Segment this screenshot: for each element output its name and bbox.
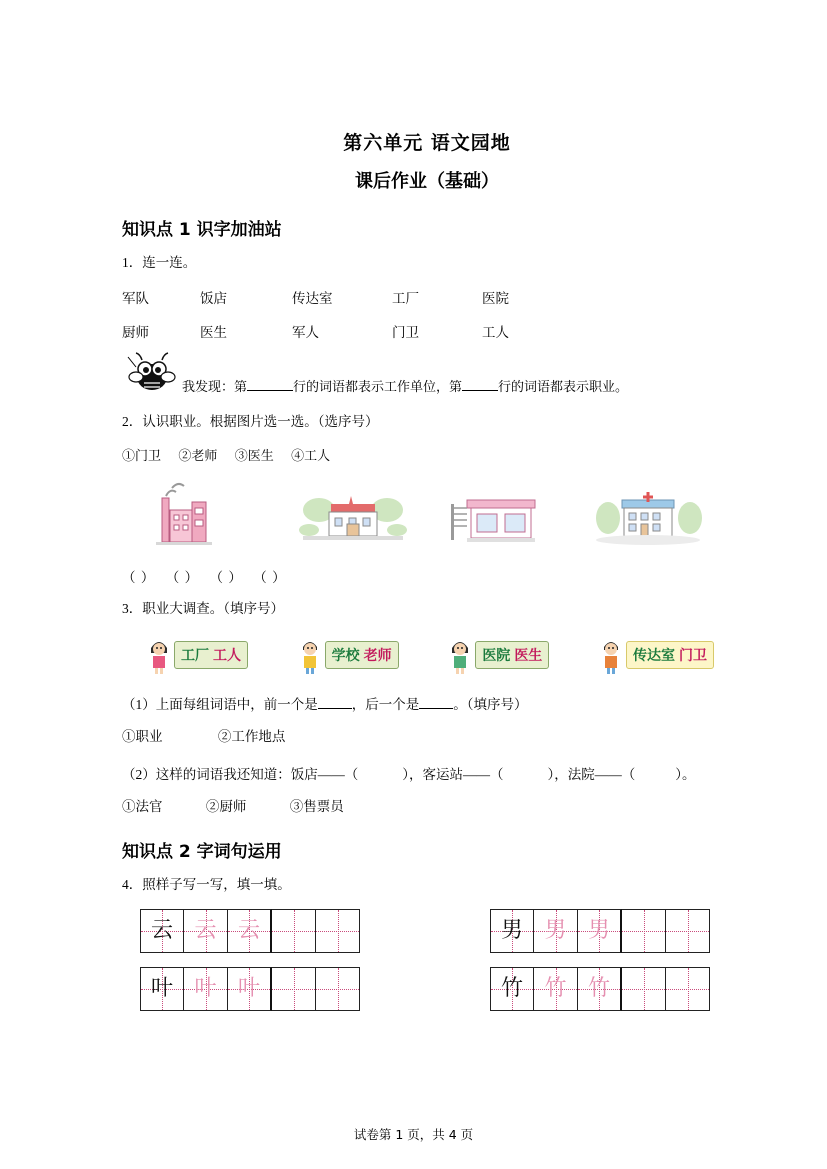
grid-cell-empty[interactable] bbox=[622, 967, 666, 1011]
character-practice-grid bbox=[140, 967, 360, 1011]
badge-place: 医院 bbox=[482, 647, 511, 664]
q1-discover-text bbox=[182, 376, 628, 399]
badge-item bbox=[297, 635, 399, 675]
badge-item bbox=[447, 635, 549, 675]
q3-badge-row bbox=[122, 635, 732, 675]
grid-char: 云 bbox=[237, 918, 260, 943]
grid-cell-empty[interactable] bbox=[666, 909, 710, 953]
answer-blank[interactable]: （ ） bbox=[165, 569, 200, 585]
grid-cell-empty[interactable] bbox=[272, 967, 316, 1011]
badge-plaque bbox=[626, 641, 714, 669]
guard-room-illustration bbox=[431, 478, 571, 550]
grid-cell-model bbox=[140, 909, 184, 953]
q2-option: ③医生 bbox=[234, 447, 274, 463]
answer-blank[interactable]: （ ） bbox=[122, 569, 156, 585]
badge-job: 医生 bbox=[514, 647, 543, 664]
section-heading-1: 知识点 1 识字加油站 bbox=[122, 220, 282, 240]
boy-avatar-icon bbox=[598, 636, 624, 674]
question-4-text bbox=[122, 875, 732, 895]
girl-avatar-icon bbox=[447, 636, 473, 674]
grid-cell-copy bbox=[534, 967, 578, 1011]
q3-sub1-option: ②工作地点 bbox=[217, 728, 286, 744]
q3-sub1-pre: （1）上面每组词语中，前一个是 bbox=[122, 696, 318, 712]
grid-char: 男 bbox=[587, 918, 610, 943]
question-2-text bbox=[122, 412, 732, 432]
badge-item bbox=[598, 635, 714, 675]
q3-sub2-mid1: ），客运站——（ bbox=[402, 766, 504, 782]
grid-cell-empty[interactable] bbox=[666, 967, 710, 1011]
q3-sub2-option: ③售票员 bbox=[289, 798, 344, 814]
q2-options bbox=[122, 445, 732, 464]
grid-cell-copy bbox=[578, 909, 622, 953]
grid-char: 叶 bbox=[237, 976, 260, 1001]
grid-cell-copy bbox=[184, 909, 228, 953]
answer-blank[interactable]: （ ） bbox=[253, 569, 287, 585]
answer-blank[interactable]: （ ） bbox=[209, 569, 243, 585]
badge-place: 传达室 bbox=[632, 647, 675, 664]
q3-sub1-post: 。（填序号） bbox=[453, 696, 528, 712]
grid-cell-copy bbox=[578, 967, 622, 1011]
q3-sub2-option: ②厨师 bbox=[205, 798, 247, 814]
question-3-text bbox=[122, 599, 732, 619]
q1-label: 连一连。 bbox=[142, 255, 197, 270]
badge-job: 门卫 bbox=[678, 647, 707, 664]
discover-blank-1[interactable] bbox=[247, 390, 293, 391]
q3-sub1 bbox=[122, 693, 732, 713]
grid-char: 竹 bbox=[587, 976, 610, 1001]
grid-char: 叶 bbox=[150, 976, 173, 1001]
boy-avatar-icon bbox=[297, 636, 323, 674]
character-practice-grid bbox=[490, 909, 710, 953]
word-item: 门卫 bbox=[392, 325, 419, 341]
q3-sub2-options bbox=[122, 795, 732, 815]
hospital-illustration bbox=[578, 478, 718, 550]
q1-word-row-2 bbox=[122, 321, 732, 341]
grid-cell-copy bbox=[184, 967, 228, 1011]
section-heading-2: 知识点 2 字词句运用 bbox=[122, 841, 282, 862]
grid-char: 竹 bbox=[544, 976, 567, 1001]
discover-prefix: 我发现：第 bbox=[182, 380, 248, 396]
grid-cell-copy bbox=[228, 967, 272, 1011]
q1-discover-row bbox=[122, 351, 732, 399]
grid-cell-model bbox=[140, 967, 184, 1011]
word-item: 医院 bbox=[482, 291, 509, 307]
word-item: 军队 bbox=[122, 291, 149, 307]
badge-place: 工厂 bbox=[181, 647, 209, 664]
discover-blank-2[interactable] bbox=[462, 390, 498, 391]
q4-label: 照样子写一写，填一填。 bbox=[142, 876, 291, 892]
q3-sub1-blank-1[interactable] bbox=[318, 708, 352, 709]
grid-cell-empty[interactable] bbox=[272, 909, 316, 953]
q3-sub1-blank-2[interactable] bbox=[419, 708, 453, 709]
q3-number: 3． bbox=[122, 600, 143, 616]
grid-char: 男 bbox=[500, 918, 523, 943]
q2-answer-blanks bbox=[122, 566, 732, 586]
grid-cell-empty[interactable] bbox=[316, 967, 360, 1011]
grid-char: 叶 bbox=[194, 976, 217, 1001]
character-practice-grid bbox=[140, 909, 360, 953]
grid-cell-empty[interactable] bbox=[622, 909, 666, 953]
word-item: 军人 bbox=[292, 325, 319, 341]
q3-sub1-option: ①职业 bbox=[122, 728, 163, 744]
q3-sub2-option: ①法官 bbox=[122, 798, 163, 814]
q2-picture-row bbox=[122, 478, 732, 550]
word-item: 厨师 bbox=[122, 325, 149, 341]
q3-sub2-pre: （2）这样的词语我还知道：饭店——（ bbox=[122, 766, 359, 782]
page-title: 第六单元 语文园地 bbox=[343, 132, 511, 154]
q3-sub1-options bbox=[122, 725, 732, 745]
q2-option: ①门卫 bbox=[122, 447, 162, 463]
q3-label: 职业大调查。（填序号） bbox=[142, 600, 284, 616]
q2-number: 2． bbox=[122, 414, 143, 430]
q3-sub2 bbox=[122, 763, 732, 783]
grid-cell-empty[interactable] bbox=[316, 909, 360, 953]
factory-illustration bbox=[136, 478, 276, 550]
q4-number: 4． bbox=[122, 876, 143, 892]
word-item: 饭店 bbox=[200, 291, 227, 307]
q3-sub1-mid: ，后一个是 bbox=[351, 696, 420, 712]
page-subtitle: 课后作业（基础） bbox=[355, 171, 499, 192]
badge-plaque bbox=[475, 641, 549, 669]
discover-mid: 行的词语都表示工作单位，第 bbox=[293, 380, 463, 396]
badge-item bbox=[146, 635, 248, 675]
q3-sub2-post: ）。 bbox=[675, 766, 696, 782]
q4-grid-row-1 bbox=[122, 909, 732, 953]
grid-cell-copy bbox=[228, 909, 272, 953]
girl-avatar-icon bbox=[146, 636, 172, 674]
grid-cell-model bbox=[490, 909, 534, 953]
grid-char: 云 bbox=[150, 918, 173, 943]
grid-char: 男 bbox=[544, 918, 567, 943]
grid-char: 竹 bbox=[500, 976, 523, 1001]
q3-sub2-mid2: ），法院——（ bbox=[547, 766, 636, 782]
question-1-text bbox=[122, 253, 732, 273]
word-item: 医生 bbox=[200, 325, 227, 341]
badge-place: 学校 bbox=[331, 647, 360, 664]
word-item: 工厂 bbox=[392, 291, 419, 307]
word-item: 工人 bbox=[482, 325, 509, 341]
grid-cell-model bbox=[490, 967, 534, 1011]
grid-char: 云 bbox=[194, 918, 217, 943]
q1-number: 1． bbox=[122, 255, 143, 270]
q4-grid-row-2 bbox=[122, 967, 732, 1011]
q2-option: ④工人 bbox=[291, 447, 331, 463]
badge-job: 工人 bbox=[213, 647, 241, 664]
bee-mascot-icon bbox=[122, 351, 182, 399]
character-practice-grid bbox=[490, 967, 710, 1011]
page-footer: 试卷第 1 页，共 4 页 bbox=[353, 1127, 474, 1142]
q2-option: ②老师 bbox=[178, 447, 218, 463]
q2-label: 认识职业。根据图片选一选。（选序号） bbox=[142, 414, 379, 430]
grid-cell-copy bbox=[534, 909, 578, 953]
q1-word-row-1 bbox=[122, 287, 732, 307]
badge-plaque bbox=[325, 641, 399, 669]
word-item: 传达室 bbox=[292, 291, 333, 307]
school-illustration bbox=[283, 478, 423, 550]
badge-plaque bbox=[174, 641, 248, 669]
badge-job: 老师 bbox=[363, 647, 392, 664]
discover-suffix: 行的词语都表示职业。 bbox=[498, 380, 629, 396]
